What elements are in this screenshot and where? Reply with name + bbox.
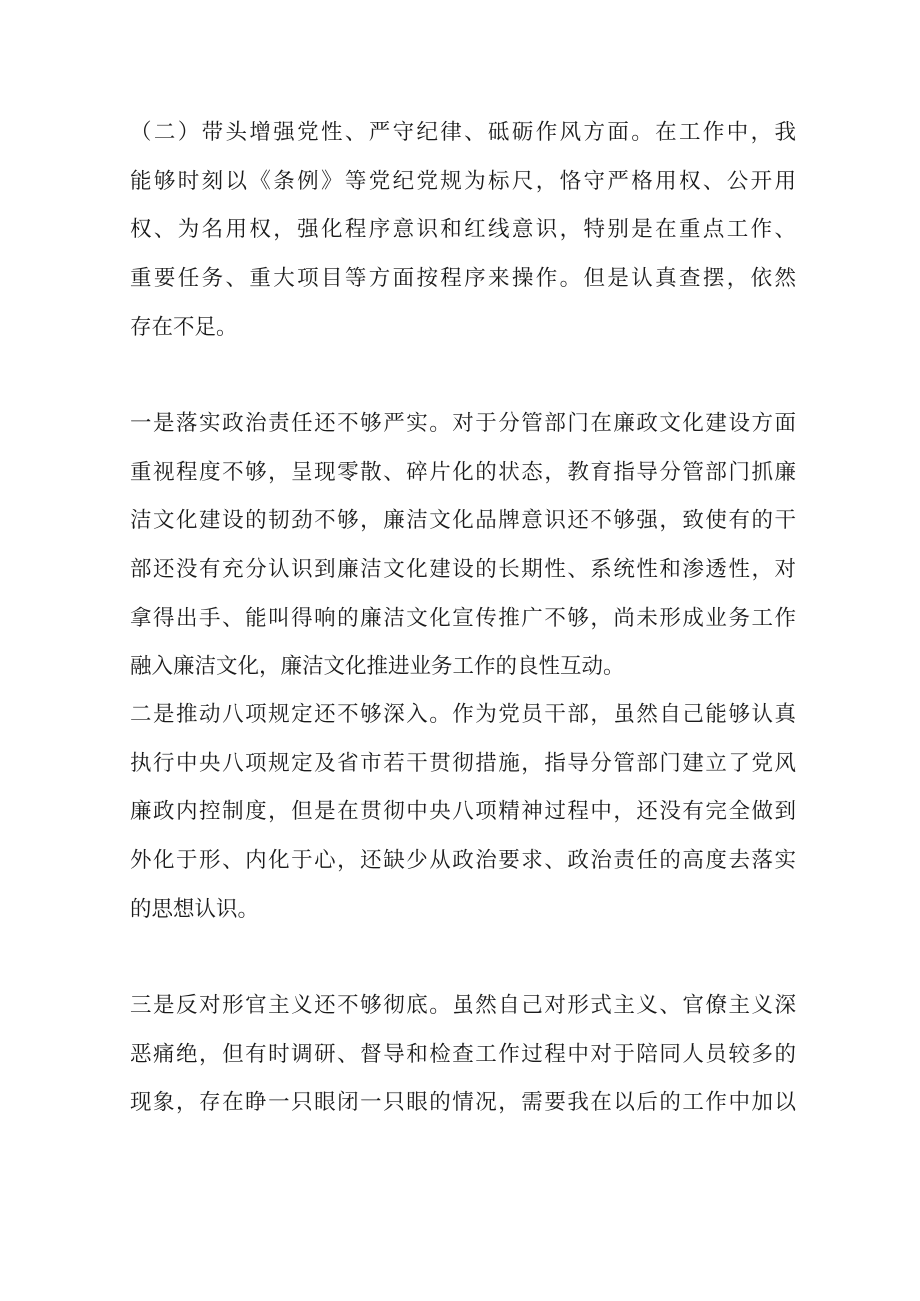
paragraph-line: 拿得出手、能叫得响的廉洁文化宣传推广不够，尚未形成业务工作: [130, 605, 796, 631]
paragraph-line: 的思想认识。: [130, 896, 260, 922]
paragraph-discipline-intro: [130, 109, 796, 352]
paragraph-line: （二）带头增强党性、严守纪律、砥砺作风方面。在工作中，我: [130, 120, 796, 145]
paragraph-eight-regulations: [130, 691, 796, 934]
paragraph-line: 廉政内控制度，但是在贯彻中央八项精神过程中，还没有完全做到: [130, 799, 796, 825]
paragraph-line: 外化于形、内化于心，还缺少从政治要求、政治责任的高度去落实: [130, 848, 796, 874]
paragraph-line: 重要任务、重大项目等方面按程序来操作。但是认真查摆，依然: [130, 266, 796, 292]
paragraph-line: 能够时刻以《条例》等党纪党规为标尺，恪守严格用权、公开用: [130, 168, 796, 194]
paragraph-line: 存在不足。: [130, 314, 238, 340]
paragraph-political-responsibility: [130, 400, 796, 692]
paragraph-line: 执行中央八项规定及省市若干贯彻措施，指导分管部门建立了党风: [130, 750, 796, 776]
paragraph-formalism: [130, 982, 796, 1128]
paragraph-line: 洁文化建设的韧劲不够，廉洁文化品牌意识还不够强，致使有的干: [130, 508, 796, 534]
paragraph-line: 二是推动八项规定还不够深入。作为党员干部，虽然自己能够认真: [130, 702, 796, 727]
paragraph-line: 现象，存在睁一只眼闭一只眼的情况，需要我在以后的工作中加以: [130, 1090, 796, 1116]
paragraph-line: 三是反对形官主义还不够彻底。虽然自己对形式主义、官僚主义深: [130, 993, 796, 1018]
paragraph-line: 部还没有充分认识到廉洁文化建设的长期性、系统性和渗透性，对: [130, 557, 796, 583]
paragraph-line: 一是落实政治责任还不够严实。对于分管部门在廉政文化建设方面: [130, 411, 796, 436]
paragraph-line: 融入廉洁文化，廉洁文化推进业务工作的良性互动。: [130, 654, 625, 680]
paragraph-line: 恶痛绝，但有时调研、督导和检查工作过程中对于陪同人员较多的: [130, 1041, 796, 1067]
paragraph-line: 重视程度不够，呈现零散、碎片化的状态，教育指导分管部门抓廉: [130, 459, 796, 485]
paragraph-line: 权、为名用权，强化程序意识和红线意识，特别是在重点工作、: [130, 217, 796, 243]
